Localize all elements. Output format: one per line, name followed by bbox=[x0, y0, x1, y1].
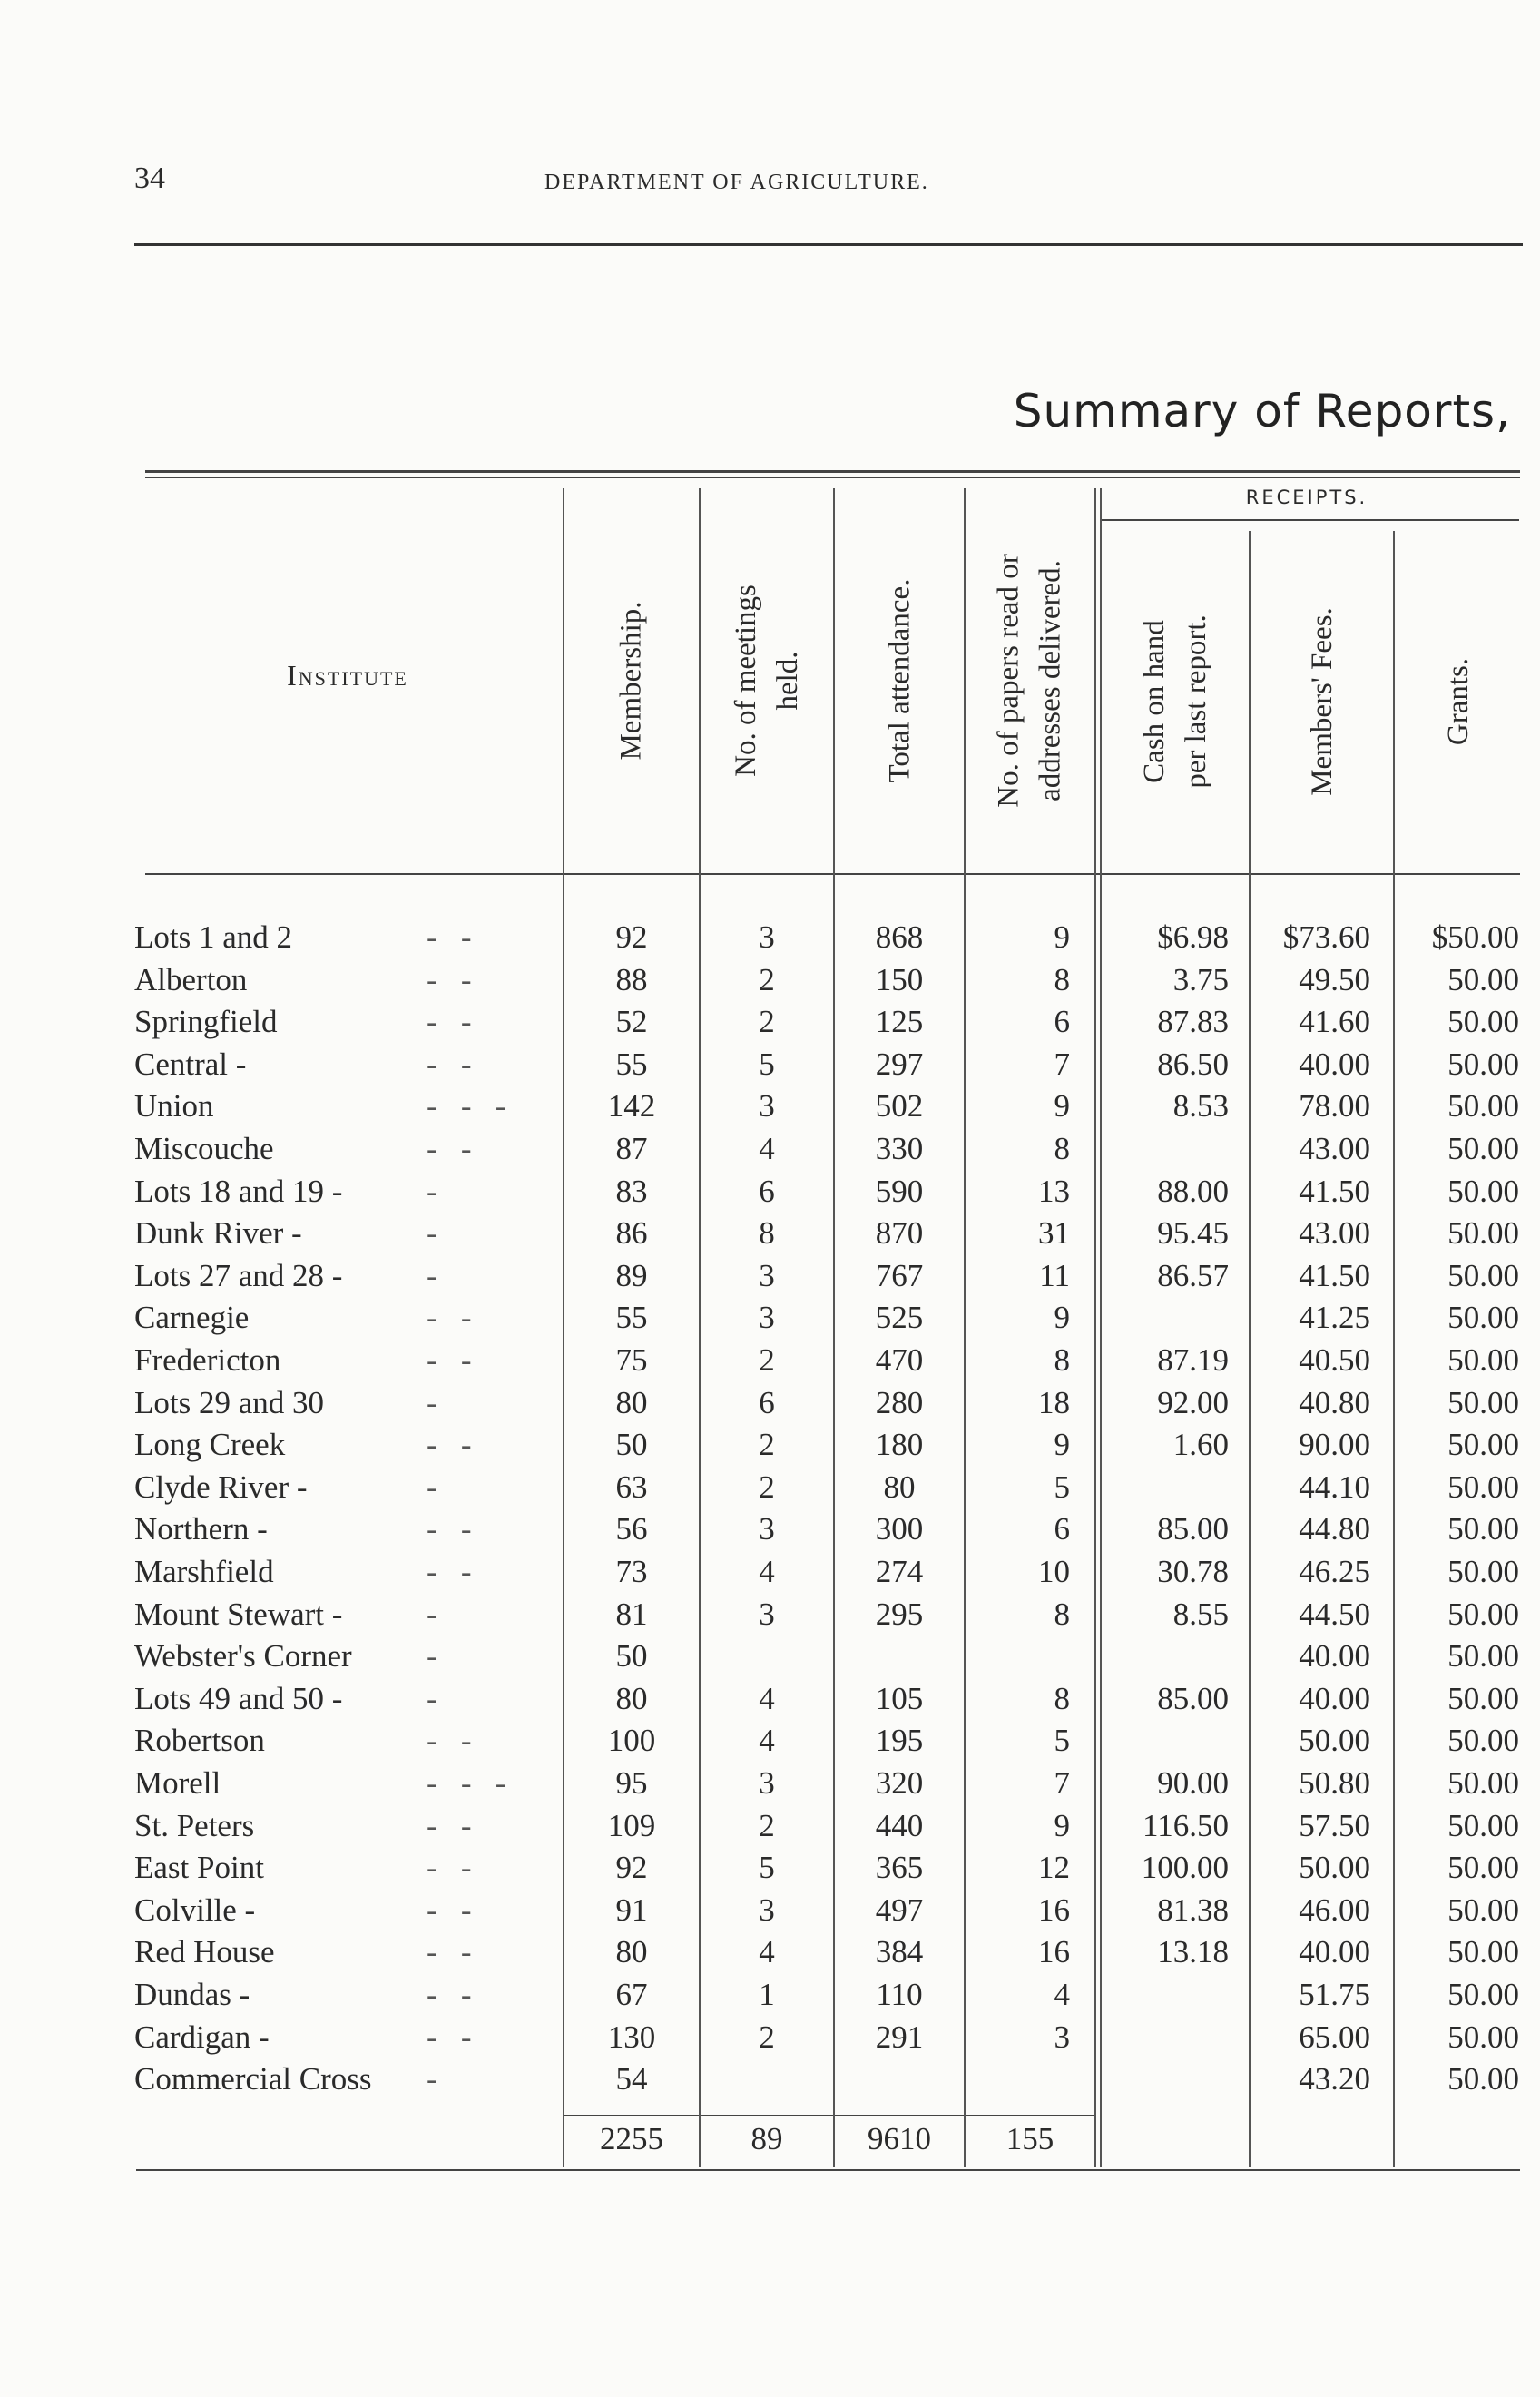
institute-name: Robertson bbox=[134, 1723, 265, 1759]
institute-name: Lots 1 and 2 bbox=[134, 919, 293, 955]
membership-cell: 73 bbox=[615, 1554, 648, 1589]
table-row bbox=[0, 1297, 1540, 1339]
cash-cell: 85.00 bbox=[1157, 1511, 1229, 1547]
institute-name: Lots 29 and 30 bbox=[134, 1384, 325, 1420]
total-attendance: 9610 bbox=[868, 2121, 931, 2156]
leader-dashes: - - bbox=[427, 1723, 472, 1759]
papers-cell: 16 bbox=[1038, 1934, 1070, 1970]
attendance-cell: 150 bbox=[875, 961, 924, 997]
papers-cell: 7 bbox=[1054, 1765, 1070, 1801]
grants-cell: 50.00 bbox=[1447, 1723, 1519, 1759]
grants-cell: 50.00 bbox=[1447, 1004, 1519, 1040]
cash-cell: 88.00 bbox=[1157, 1173, 1229, 1209]
fees-column-header: Members' Fees. bbox=[1305, 606, 1339, 796]
table-row bbox=[0, 2058, 1540, 2100]
fees-cell: 41.50 bbox=[1299, 1257, 1370, 1293]
papers-cell: 31 bbox=[1038, 1215, 1070, 1252]
leader-dashes: - bbox=[427, 1257, 437, 1293]
grants-cell: $50.00 bbox=[1431, 919, 1519, 955]
table-row bbox=[0, 1340, 1540, 1381]
fees-cell: 46.25 bbox=[1299, 1554, 1370, 1589]
fees-cell: 41.50 bbox=[1299, 1173, 1370, 1209]
meetings-cell: 2 bbox=[759, 1427, 775, 1463]
receipts-rule bbox=[1100, 519, 1519, 521]
cash-cell: 92.00 bbox=[1157, 1384, 1229, 1420]
attendance-cell: 291 bbox=[875, 2019, 924, 2055]
fees-cell: 40.00 bbox=[1299, 1680, 1370, 1716]
attendance-cell: 180 bbox=[875, 1427, 924, 1463]
leader-dashes: - - bbox=[427, 1300, 472, 1336]
meetings-cell: 3 bbox=[759, 1088, 775, 1125]
meetings-cell: 3 bbox=[759, 1257, 775, 1293]
cash-cell: $6.98 bbox=[1157, 919, 1229, 955]
papers-cell: 5 bbox=[1054, 1469, 1070, 1505]
papers-cell: 8 bbox=[1054, 1596, 1070, 1632]
papers-cell: 11 bbox=[1039, 1257, 1070, 1293]
grants-cell: 50.00 bbox=[1447, 1765, 1519, 1801]
cash-cell: 3.75 bbox=[1172, 961, 1229, 997]
fees-cell: 78.00 bbox=[1299, 1088, 1370, 1125]
meetings-cell: 2 bbox=[759, 1807, 775, 1843]
institute-name: Red House bbox=[134, 1934, 275, 1970]
leader-dashes: - bbox=[427, 1596, 437, 1632]
grants-cell: 50.00 bbox=[1447, 2019, 1519, 2055]
leader-dashes: - - bbox=[427, 1427, 472, 1463]
table-row bbox=[0, 1720, 1540, 1762]
leader-dashes: - - - bbox=[427, 1088, 506, 1125]
table-row bbox=[0, 1086, 1540, 1127]
fees-cell: 41.25 bbox=[1299, 1300, 1370, 1336]
meetings-cell: 5 bbox=[759, 1046, 775, 1082]
attendance-cell: 80 bbox=[883, 1469, 916, 1505]
leader-dashes: - bbox=[427, 1215, 437, 1252]
fees-cell: 44.50 bbox=[1299, 1596, 1370, 1632]
membership-cell: 95 bbox=[615, 1765, 648, 1801]
papers-cell: 9 bbox=[1054, 1300, 1070, 1336]
fees-cell: 49.50 bbox=[1299, 961, 1370, 997]
membership-cell: 88 bbox=[615, 961, 648, 997]
attendance-cell: 280 bbox=[875, 1384, 924, 1420]
leader-dashes: - - bbox=[427, 1046, 472, 1082]
table-row bbox=[0, 1467, 1540, 1508]
table-row bbox=[0, 1128, 1540, 1170]
table-row bbox=[0, 917, 1540, 958]
institute-name: Dunk River - bbox=[134, 1215, 302, 1252]
page-number: 34 bbox=[134, 162, 165, 195]
meetings-cell: 2 bbox=[759, 1342, 775, 1378]
meetings-cell: 6 bbox=[759, 1384, 775, 1420]
fees-cell: 43.20 bbox=[1299, 2061, 1370, 2097]
leader-dashes: - bbox=[427, 1680, 437, 1716]
attendance-cell: 365 bbox=[875, 1850, 924, 1886]
meetings-column-header: No. of meetings held. bbox=[730, 585, 804, 777]
grants-cell: 50.00 bbox=[1447, 1554, 1519, 1589]
membership-cell: 55 bbox=[615, 1046, 648, 1082]
meetings-cell: 4 bbox=[759, 1934, 775, 1970]
meetings-cell: 4 bbox=[759, 1131, 775, 1166]
fees-cell: 40.00 bbox=[1299, 1046, 1370, 1082]
institute-name: Dundas - bbox=[134, 1977, 250, 2012]
attendance-cell: 125 bbox=[875, 1004, 924, 1040]
table-row bbox=[0, 1636, 1540, 1677]
table-row bbox=[0, 1974, 1540, 2016]
meetings-cell: 1 bbox=[759, 1977, 775, 2012]
fees-cell: 40.00 bbox=[1299, 1934, 1370, 1970]
papers-cell: 18 bbox=[1038, 1384, 1070, 1420]
leader-dashes: - bbox=[427, 1384, 437, 1420]
leader-dashes: - - - bbox=[427, 1765, 506, 1801]
membership-cell: 80 bbox=[615, 1934, 648, 1970]
grants-cell: 50.00 bbox=[1447, 1046, 1519, 1082]
grants-cell: 50.00 bbox=[1447, 1977, 1519, 2012]
meetings-cell: 3 bbox=[759, 1765, 775, 1801]
leader-dashes: - - bbox=[427, 1004, 472, 1040]
institute-name: Lots 27 and 28 - bbox=[134, 1257, 343, 1293]
fees-cell: 51.75 bbox=[1299, 1977, 1370, 2012]
meetings-cell: 3 bbox=[759, 1891, 775, 1928]
leader-dashes: - - bbox=[427, 1977, 472, 2012]
cash-cell: 116.50 bbox=[1143, 1807, 1229, 1843]
leader-dashes: - bbox=[427, 1469, 437, 1505]
table-row bbox=[0, 1594, 1540, 1636]
membership-cell: 80 bbox=[615, 1680, 648, 1716]
total-membership: 2255 bbox=[600, 2121, 663, 2156]
papers-cell: 8 bbox=[1054, 961, 1070, 997]
attendance-cell: 497 bbox=[875, 1891, 924, 1928]
running-head: DEPARTMENT OF AGRICULTURE. bbox=[544, 171, 929, 194]
table-top-rule bbox=[145, 470, 1520, 473]
table-row bbox=[0, 1001, 1540, 1043]
cash-cell: 81.38 bbox=[1157, 1891, 1229, 1928]
attendance-cell: 320 bbox=[875, 1765, 924, 1801]
table-bottom-rule bbox=[136, 2169, 1520, 2171]
cash-cell: 100.00 bbox=[1141, 1850, 1229, 1886]
institute-name: Central - bbox=[134, 1046, 247, 1082]
attendance-cell: 870 bbox=[875, 1215, 924, 1252]
papers-cell: 8 bbox=[1054, 1131, 1070, 1166]
grants-cell: 50.00 bbox=[1447, 1891, 1519, 1928]
cash-cell: 30.78 bbox=[1157, 1554, 1229, 1589]
fees-cell: 50.00 bbox=[1299, 1723, 1370, 1759]
institute-name: Lots 18 and 19 - bbox=[134, 1173, 343, 1209]
institute-name: Commercial Cross bbox=[134, 2061, 372, 2097]
total-rule bbox=[563, 2115, 1096, 2116]
membership-cell: 86 bbox=[615, 1215, 648, 1252]
leader-dashes: - - bbox=[427, 1934, 472, 1970]
papers-cell: 3 bbox=[1054, 2019, 1070, 2055]
papers-cell: 9 bbox=[1054, 1807, 1070, 1843]
leader-dashes: - bbox=[427, 1638, 437, 1675]
table-row bbox=[0, 1044, 1540, 1086]
attendance-cell: 440 bbox=[875, 1807, 924, 1843]
leader-dashes: - bbox=[427, 2061, 437, 2097]
papers-cell: 9 bbox=[1054, 1427, 1070, 1463]
fees-cell: 40.80 bbox=[1299, 1384, 1370, 1420]
institute-name: St. Peters bbox=[134, 1807, 255, 1843]
membership-cell: 92 bbox=[615, 1850, 648, 1886]
membership-cell: 55 bbox=[615, 1300, 648, 1336]
table-row bbox=[0, 1678, 1540, 1720]
institute-name: East Point bbox=[134, 1850, 264, 1886]
cash-cell: 8.55 bbox=[1172, 1596, 1229, 1632]
papers-cell: 6 bbox=[1054, 1511, 1070, 1547]
papers-cell: 8 bbox=[1054, 1342, 1070, 1378]
leader-dashes: - - bbox=[427, 1554, 472, 1589]
fees-cell: 57.50 bbox=[1299, 1807, 1370, 1843]
attendance-cell: 110 bbox=[876, 1977, 923, 2012]
grants-cell: 50.00 bbox=[1447, 1934, 1519, 1970]
total-meetings: 89 bbox=[750, 2121, 783, 2156]
membership-cell: 100 bbox=[607, 1723, 656, 1759]
fees-cell: 41.60 bbox=[1299, 1004, 1370, 1040]
leader-dashes: - - bbox=[427, 1342, 472, 1378]
cash-column-header: Cash on hand per last report. bbox=[1138, 614, 1213, 789]
papers-cell: 7 bbox=[1054, 1046, 1070, 1082]
meetings-cell: 4 bbox=[759, 1554, 775, 1589]
institute-name: Mount Stewart - bbox=[134, 1596, 343, 1632]
grants-cell: 50.00 bbox=[1447, 1850, 1519, 1886]
meetings-cell: 2 bbox=[759, 1469, 775, 1505]
meetings-cell: 4 bbox=[759, 1680, 775, 1716]
attendance-cell: 767 bbox=[875, 1257, 924, 1293]
fees-cell: 50.00 bbox=[1299, 1850, 1370, 1886]
membership-cell: 56 bbox=[615, 1511, 648, 1547]
membership-cell: 54 bbox=[615, 2061, 648, 2097]
meetings-cell: 6 bbox=[759, 1173, 775, 1209]
cash-cell: 1.60 bbox=[1172, 1427, 1229, 1463]
attendance-cell: 470 bbox=[875, 1342, 924, 1378]
papers-cell: 13 bbox=[1038, 1173, 1070, 1209]
table-row bbox=[0, 1551, 1540, 1593]
grants-cell: 50.00 bbox=[1447, 1469, 1519, 1505]
institute-name: Cardigan - bbox=[134, 2019, 270, 2055]
grants-cell: 50.00 bbox=[1447, 1384, 1519, 1420]
attendance-cell: 502 bbox=[875, 1088, 924, 1125]
institute-name: Morell bbox=[134, 1765, 221, 1801]
table-row bbox=[0, 1763, 1540, 1804]
table-row bbox=[0, 1424, 1540, 1466]
papers-cell: 6 bbox=[1054, 1004, 1070, 1040]
institute-name: Clyde River - bbox=[134, 1469, 308, 1505]
institute-name: Fredericton bbox=[134, 1342, 281, 1378]
attendance-cell: 195 bbox=[875, 1723, 924, 1759]
fees-cell: 43.00 bbox=[1299, 1131, 1370, 1166]
table-row bbox=[0, 1508, 1540, 1550]
institute-name: Miscouche bbox=[134, 1131, 274, 1166]
meetings-cell: 2 bbox=[759, 2019, 775, 2055]
institute-name: Long Creek bbox=[134, 1427, 286, 1463]
cash-cell: 90.00 bbox=[1157, 1765, 1229, 1801]
meetings-cell: 3 bbox=[759, 1596, 775, 1632]
meetings-cell: 3 bbox=[759, 1511, 775, 1547]
leader-dashes: - - bbox=[427, 919, 472, 955]
attendance-cell: 868 bbox=[875, 919, 924, 955]
papers-cell: 16 bbox=[1038, 1891, 1070, 1928]
attendance-cell: 300 bbox=[875, 1511, 924, 1547]
grants-cell: 50.00 bbox=[1447, 1088, 1519, 1125]
totals-row bbox=[0, 2118, 1540, 2160]
grants-cell: 50.00 bbox=[1447, 1511, 1519, 1547]
table-row bbox=[0, 1847, 1540, 1889]
cash-cell: 86.50 bbox=[1157, 1046, 1229, 1082]
attendance-cell: 330 bbox=[875, 1131, 924, 1166]
attendance-cell: 525 bbox=[875, 1300, 924, 1336]
membership-cell: 87 bbox=[615, 1131, 648, 1166]
table-row bbox=[0, 1255, 1540, 1297]
membership-cell: 75 bbox=[615, 1342, 648, 1378]
papers-cell: 10 bbox=[1038, 1554, 1070, 1589]
cash-cell: 8.53 bbox=[1172, 1088, 1229, 1125]
grants-cell: 50.00 bbox=[1447, 1300, 1519, 1336]
table-row bbox=[0, 1171, 1540, 1213]
fees-cell: 65.00 bbox=[1299, 2019, 1370, 2055]
membership-cell: 50 bbox=[615, 1427, 648, 1463]
papers-cell: 9 bbox=[1054, 919, 1070, 955]
meetings-cell: 5 bbox=[759, 1850, 775, 1886]
grants-cell: 50.00 bbox=[1447, 1427, 1519, 1463]
fees-cell: 90.00 bbox=[1299, 1427, 1370, 1463]
cash-cell: 13.18 bbox=[1157, 1934, 1229, 1970]
membership-cell: 50 bbox=[615, 1638, 648, 1675]
table-row bbox=[0, 1890, 1540, 1931]
grants-cell: 50.00 bbox=[1447, 1596, 1519, 1632]
meetings-cell: 8 bbox=[759, 1215, 775, 1252]
membership-cell: 130 bbox=[607, 2019, 656, 2055]
papers-cell: 8 bbox=[1054, 1680, 1070, 1716]
papers-cell: 5 bbox=[1054, 1723, 1070, 1759]
leader-dashes: - - bbox=[427, 961, 472, 997]
table-row bbox=[0, 959, 1540, 1001]
meetings-cell: 3 bbox=[759, 919, 775, 955]
grants-cell: 50.00 bbox=[1447, 2061, 1519, 2097]
membership-cell: 89 bbox=[615, 1257, 648, 1293]
fees-cell: 44.80 bbox=[1299, 1511, 1370, 1547]
grants-cell: 50.00 bbox=[1447, 1131, 1519, 1166]
institute-name: Marshfield bbox=[134, 1554, 274, 1589]
receipts-group-header: RECEIPTS. bbox=[1245, 486, 1368, 508]
attendance-cell: 590 bbox=[875, 1173, 924, 1209]
total-papers: 155 bbox=[1005, 2121, 1054, 2156]
grants-column-header: Grants. bbox=[1441, 657, 1475, 745]
fees-cell: 44.10 bbox=[1299, 1469, 1370, 1505]
fees-cell: 46.00 bbox=[1299, 1891, 1370, 1928]
cash-cell: 95.45 bbox=[1157, 1215, 1229, 1252]
membership-cell: 52 bbox=[615, 1004, 648, 1040]
meetings-cell: 3 bbox=[759, 1300, 775, 1336]
papers-cell: 12 bbox=[1038, 1850, 1070, 1886]
leader-dashes: - bbox=[427, 1173, 437, 1209]
membership-cell: 81 bbox=[615, 1596, 648, 1632]
institute-name: Colville - bbox=[134, 1891, 256, 1928]
institute-column-header: Institute bbox=[287, 659, 408, 692]
fees-cell: $73.60 bbox=[1282, 919, 1370, 955]
attendance-cell: 295 bbox=[875, 1596, 924, 1632]
grants-cell: 50.00 bbox=[1447, 1342, 1519, 1378]
papers-column-header: No. of papers read or addresses delivered. bbox=[993, 554, 1067, 808]
institute-name: Northern - bbox=[134, 1511, 268, 1547]
leader-dashes: - - bbox=[427, 1511, 472, 1547]
table-row bbox=[0, 2017, 1540, 2058]
membership-cell: 92 bbox=[615, 919, 648, 955]
fees-cell: 40.50 bbox=[1299, 1342, 1370, 1378]
cash-cell: 87.19 bbox=[1157, 1342, 1229, 1378]
membership-cell: 67 bbox=[615, 1977, 648, 2012]
papers-cell: 4 bbox=[1054, 1977, 1070, 2012]
institute-name: Carnegie bbox=[134, 1300, 250, 1336]
membership-cell: 83 bbox=[615, 1173, 648, 1209]
grants-cell: 50.00 bbox=[1447, 1173, 1519, 1209]
table-row bbox=[0, 1931, 1540, 1973]
institute-name: Webster's Corner bbox=[134, 1638, 352, 1675]
attendance-column-header: Total attendance. bbox=[883, 578, 917, 783]
cash-cell: 85.00 bbox=[1157, 1680, 1229, 1716]
membership-cell: 63 bbox=[615, 1469, 648, 1505]
table-row bbox=[0, 1382, 1540, 1424]
membership-cell: 109 bbox=[607, 1807, 656, 1843]
table-row bbox=[0, 1805, 1540, 1847]
leader-dashes: - - bbox=[427, 2019, 472, 2055]
grants-cell: 50.00 bbox=[1447, 1680, 1519, 1716]
grants-cell: 50.00 bbox=[1447, 1215, 1519, 1252]
attendance-cell: 384 bbox=[875, 1934, 924, 1970]
attendance-cell: 297 bbox=[875, 1046, 924, 1082]
attendance-cell: 274 bbox=[875, 1554, 924, 1589]
grants-cell: 50.00 bbox=[1447, 1807, 1519, 1843]
cash-cell: 87.83 bbox=[1157, 1004, 1229, 1040]
grants-cell: 50.00 bbox=[1447, 961, 1519, 997]
page-title: Summary of Reports, bbox=[1013, 385, 1511, 437]
institute-name: Springfield bbox=[134, 1004, 278, 1040]
membership-cell: 80 bbox=[615, 1384, 648, 1420]
leader-dashes: - - bbox=[427, 1807, 472, 1843]
fees-cell: 43.00 bbox=[1299, 1215, 1370, 1252]
fees-cell: 40.00 bbox=[1299, 1638, 1370, 1675]
meetings-cell: 2 bbox=[759, 961, 775, 997]
grants-cell: 50.00 bbox=[1447, 1257, 1519, 1293]
table-row bbox=[0, 1213, 1540, 1254]
grants-cell: 50.00 bbox=[1447, 1638, 1519, 1675]
institute-name: Union bbox=[134, 1088, 214, 1125]
attendance-cell: 105 bbox=[875, 1680, 924, 1716]
table-top-rule-2 bbox=[145, 477, 1520, 478]
fees-cell: 50.80 bbox=[1299, 1765, 1370, 1801]
leader-dashes: - - bbox=[427, 1850, 472, 1886]
membership-column-header: Membership. bbox=[615, 601, 648, 761]
membership-cell: 91 bbox=[615, 1891, 648, 1928]
cash-cell: 86.57 bbox=[1157, 1257, 1229, 1293]
membership-cell: 142 bbox=[607, 1088, 656, 1125]
meetings-cell: 2 bbox=[759, 1004, 775, 1040]
papers-cell: 9 bbox=[1054, 1088, 1070, 1125]
meetings-cell: 4 bbox=[759, 1723, 775, 1759]
leader-dashes: - - bbox=[427, 1891, 472, 1928]
institute-name: Lots 49 and 50 - bbox=[134, 1680, 343, 1716]
leader-dashes: - - bbox=[427, 1131, 472, 1166]
institute-name: Alberton bbox=[134, 961, 248, 997]
